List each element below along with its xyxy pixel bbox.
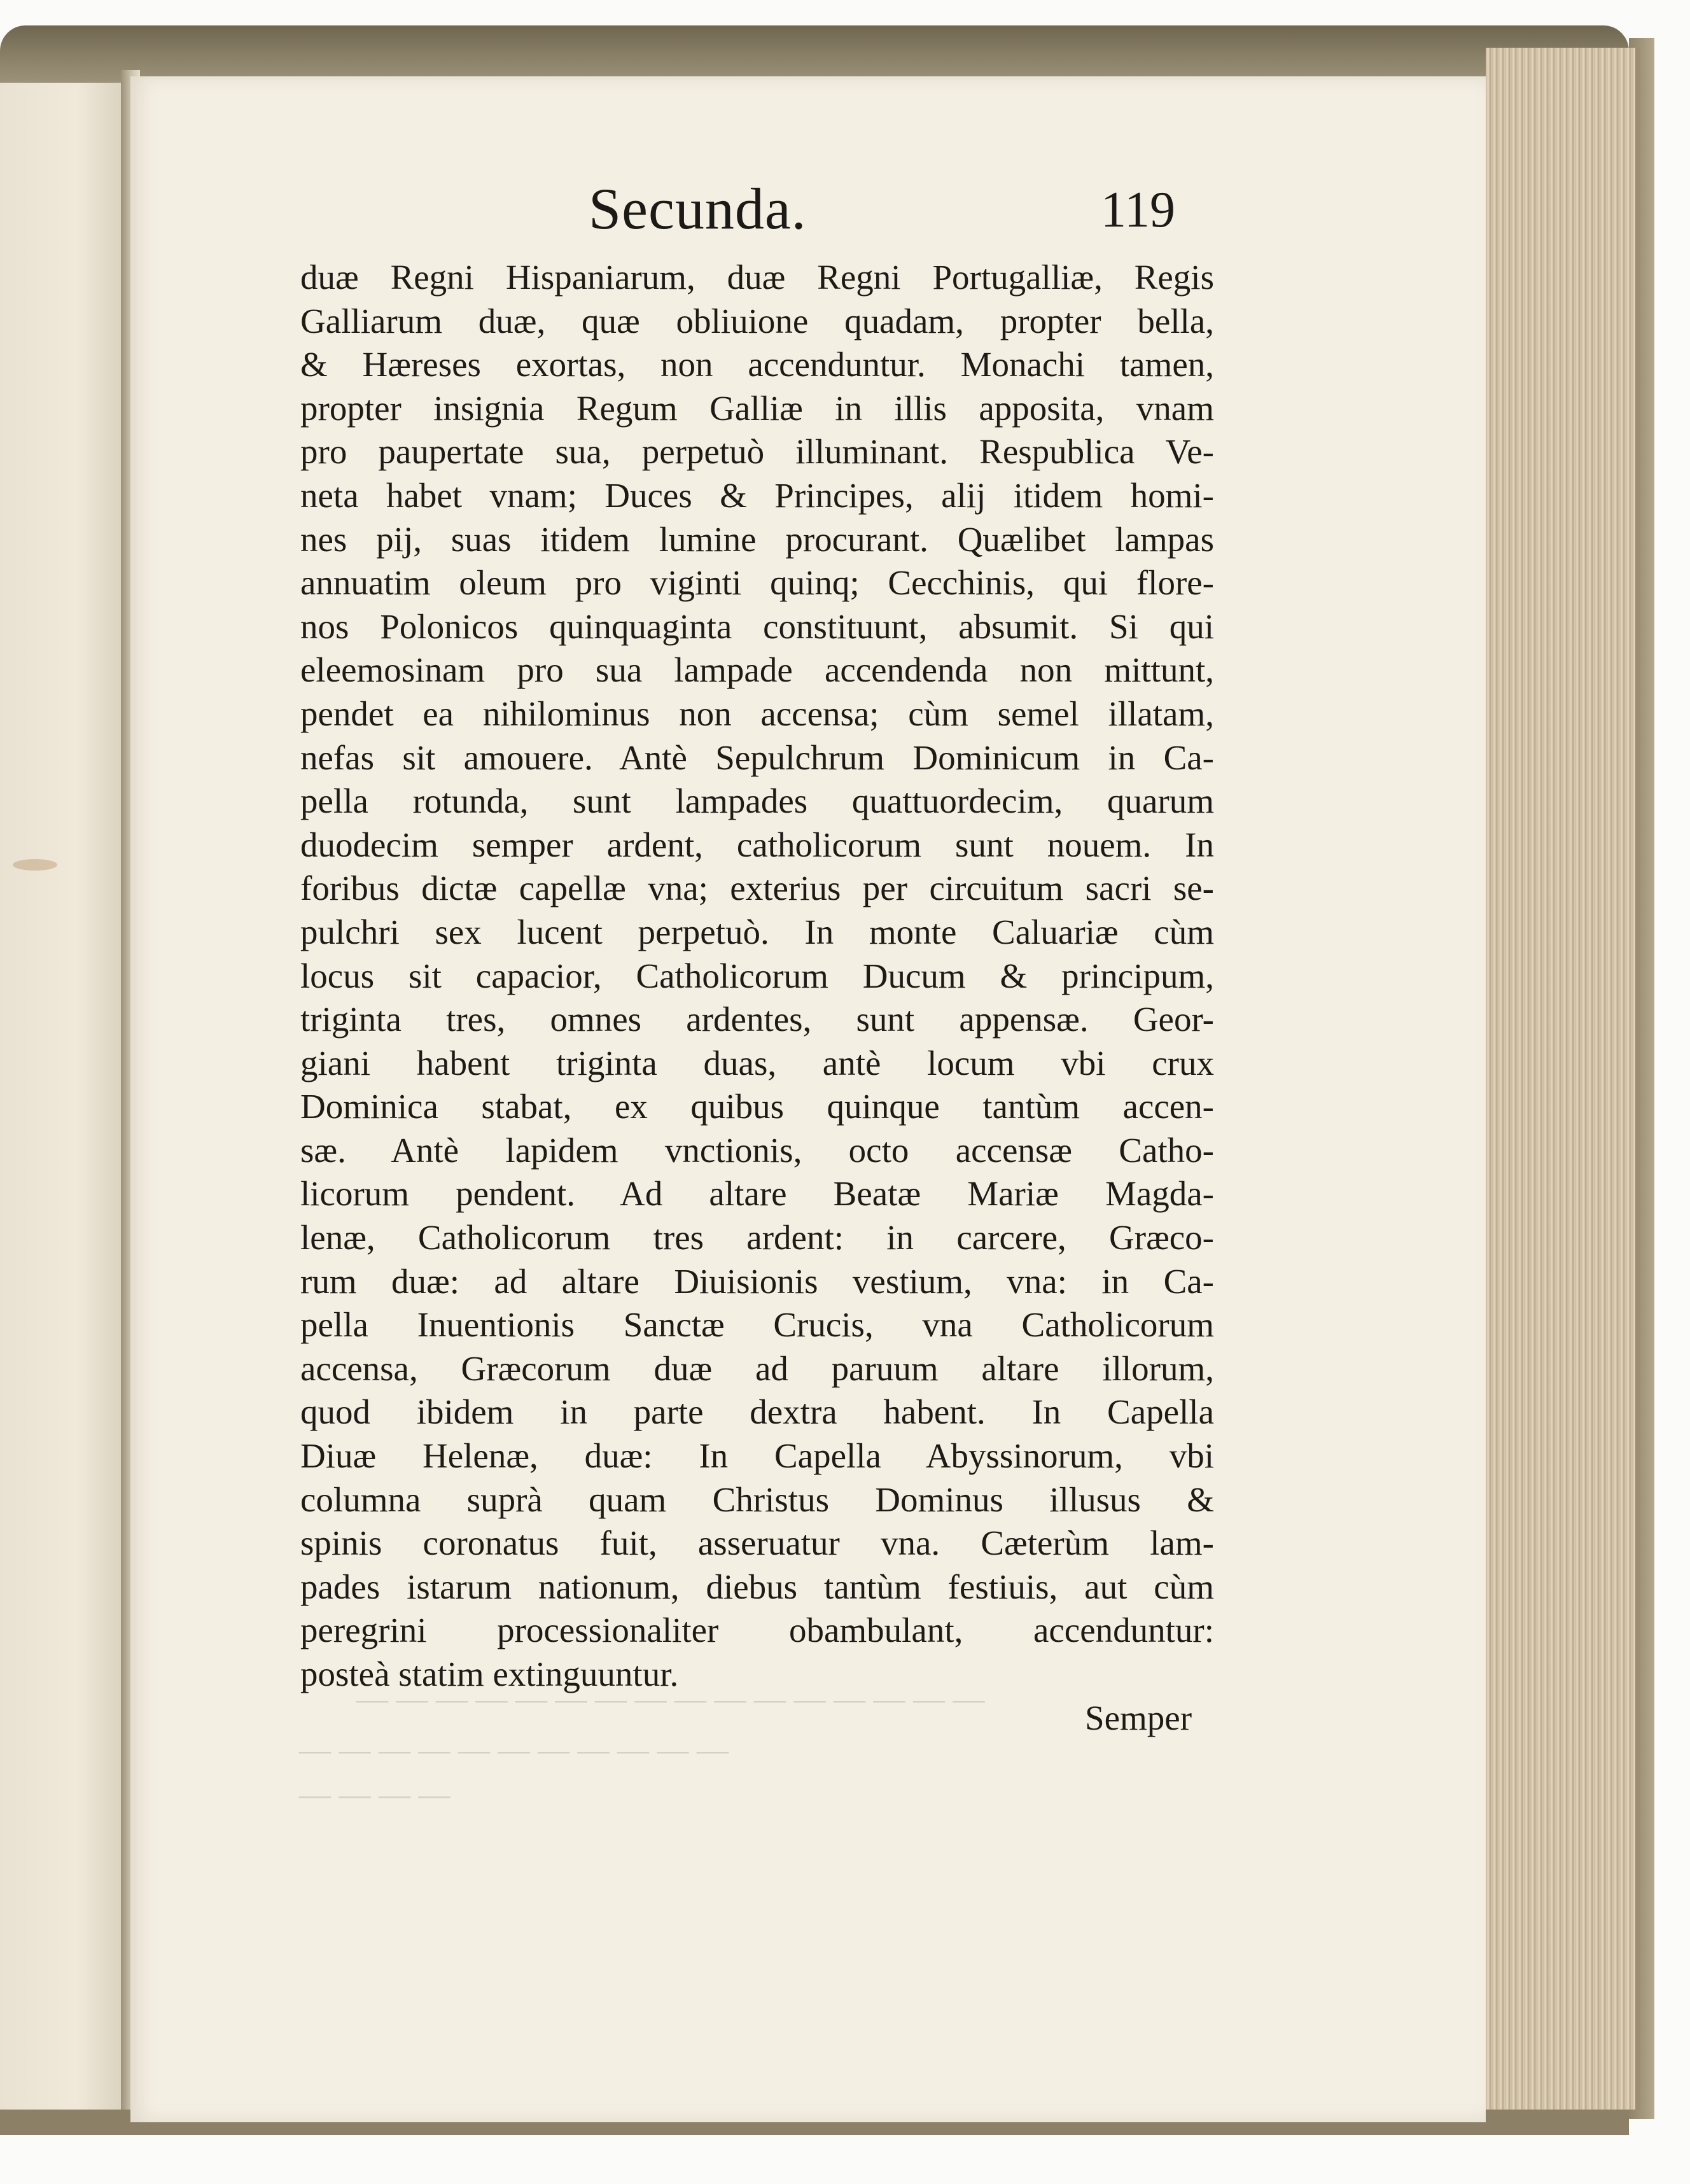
text-line: nefas sit amouere. Antè Sepulchrum Dominicum in Ca- — [300, 738, 1214, 777]
page-number: 119 — [1101, 182, 1176, 238]
running-head: Secunda. — [589, 176, 807, 241]
text-line: accensa, Græcorum duæ ad paruum altare illorum, — [300, 1348, 1214, 1388]
text-line: spinis coronatus fuit, asseruatur vna. Cæterùm lam- — [300, 1523, 1214, 1563]
paper-stain — [13, 859, 57, 871]
text-line: duæ Regni Hispaniarum, duæ Regni Portugalliæ, Regis — [300, 258, 1214, 297]
text-line: lenæ, Catholicorum tres ardent: in carcere, Græco- — [300, 1218, 1214, 1257]
text-line: propter insignia Regum Galliæ in illis apposita, vnam — [300, 388, 1214, 428]
page-edges — [1486, 48, 1640, 2110]
text-line: nes pij, suas itidem lumine procurant. Quælibet lampas — [300, 519, 1214, 559]
text-line: quod ibidem in parte dextra habent. In Capella — [300, 1392, 1214, 1432]
text-line: Galliarum duæ, quæ obliuione quadam, propter bella, — [300, 301, 1214, 340]
left-page — [0, 83, 131, 2113]
text-line: columna suprà quam Christus Dominus illusus & — [300, 1480, 1214, 1519]
text-line: pulchri sex lucent perpetuò. In monte Caluariæ cùm — [300, 912, 1214, 951]
text-line: annuatim oleum pro viginti quinq; Cecchinis, qui flore- — [300, 563, 1214, 603]
show-through-text: — — — — — — — — — — — — [299, 1732, 729, 1767]
text-line: rum duæ: ad altare Diuisionis vestium, vna: in Ca- — [300, 1261, 1214, 1301]
text-line: nos Polonicos quinquaginta constituunt, absumit. Si qui — [300, 606, 1214, 646]
text-line: giani habent triginta duas, antè locum vbi crux — [300, 1043, 1214, 1082]
catchword: Semper — [1085, 1698, 1192, 1737]
text-line: & Hæreses exortas, non accenduntur. Monachi tamen, — [300, 345, 1214, 384]
show-through-text: — — — — — [299, 1776, 450, 1812]
text-line: Diuæ Helenæ, duæ: In Capella Abyssinorum, vbi — [300, 1436, 1214, 1476]
text-line: posteà statim extinguuntur. — [300, 1655, 679, 1693]
text-line: pades istarum nationum, diebus tantùm festiuis, aut cùm — [300, 1567, 1214, 1606]
text-line: licorum pendent. Ad altare Beatæ Mariæ Magda- — [300, 1174, 1214, 1214]
text-line: duodecim semper ardent, catholicorum sunt nouem. In — [300, 825, 1214, 864]
body-text — [300, 256, 1214, 1697]
text-line: pendet ea nihilominus non accensa; cùm semel illatam, — [300, 694, 1214, 733]
show-through-text: — — — — — — — — — — — — — — — — — [356, 1681, 985, 1716]
text-line: pella Inuentionis Sanctæ Crucis, vna Catholicorum — [300, 1305, 1214, 1345]
text-line: sæ. Antè lapidem vnctionis, octo accensæ Catho- — [300, 1130, 1214, 1170]
text-line: foribus dictæ capellæ vna; exterius per circuitum sacri se- — [300, 869, 1214, 908]
text-line: triginta tres, omnes ardentes, sunt appensæ. Geor- — [300, 1000, 1214, 1039]
text-line: neta habet vnam; Duces & Principes, alij itidem homi- — [300, 475, 1214, 515]
text-line: peregrini processionaliter obambulant, accenduntur: — [300, 1611, 1214, 1650]
text-line: Dominica stabat, ex quibus quinque tantùm accen- — [300, 1087, 1214, 1126]
text-line: eleemosinam pro sua lampade accendenda non mittunt, — [300, 650, 1214, 690]
text-line: pella rotunda, sunt lampades quattuordecim, quarum — [300, 781, 1214, 821]
text-line: locus sit capacior, Catholicorum Ducum & principum, — [300, 956, 1214, 995]
text-line: pro paupertate sua, perpetuò illuminant. Respublica Ve- — [300, 432, 1214, 472]
